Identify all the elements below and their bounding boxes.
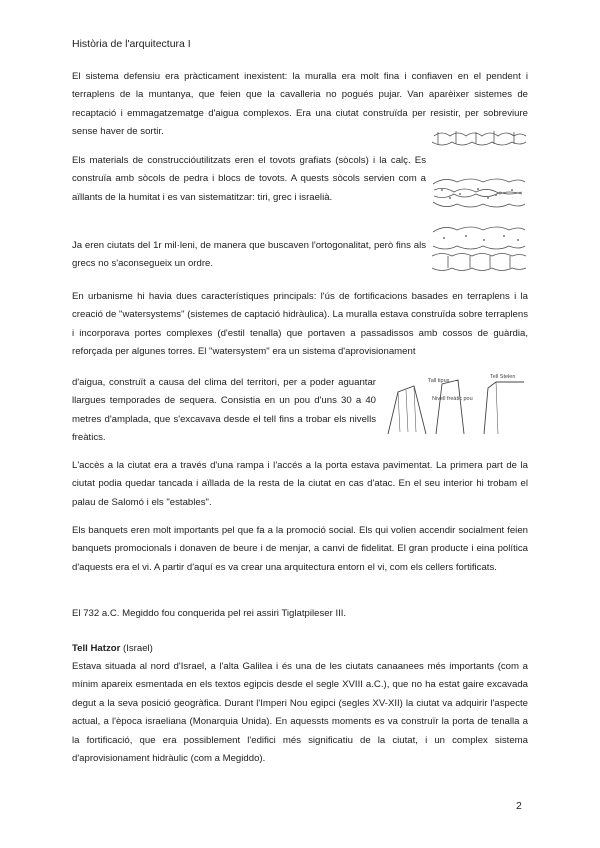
section-title: Tell Hatzor [72,643,121,654]
section-heading [72,640,528,658]
paragraph-urbanism: En urbanisme hi havia dues característiques principals: l'ús de fortificacions basades en terraplens i la creació de "watersystems" (sistemes de captació hidràulica). La muralla estava construïda sobre terraplens i incorporava portes complexes (d'estil tenalla) que portaven a passadissos amb cossos de guàrdia, reforçada per algunes torres. El "watersystem" era un sistema d'aprovisionament [72,291,528,358]
sketch-tell-label: Tell Stelen [490,374,516,380]
masonry-wall-sketch [430,128,528,272]
paragraph-access: L'accès a la ciutat era a través d'una rampa i l'accés a la porta estava pavimentat. La primera part de la ciutat podia quedar tancada i aïllada de la resta de la ciutat en cas d'atac. En el seu interior hi trobam el palau de Salomó i els "estables". [72,460,528,508]
page-number: 2 [516,800,522,812]
sketch-shaft-label: Tall tipus [428,378,450,384]
paragraph-hatzor: Estava situada al nord d'Israel, a l'alta Galilea i és una de les ciutats canaanees més importants (com a mínim apareix esmentada en els textos egipcis desde el segle XVIII a.C.), que no ha estat gaire excavada degut a la seva posició geogràfica. Durant l'Imperi Nou egipci (segles XV-XII) la ciutat va adquirir l'aspecte actual, a l'època israeliana (Monarquia Unida). En aquessts moments es va construïr la porta de tenalla a la fortificació, que era possiblement l'edifici més significatiu de la ciutat, i un complex sistema d'aprovisionament hidràulic (com a Megiddo). [72,661,528,765]
watersystem-sketch [384,370,528,436]
paragraph-watersystem: d'aigua, construït a causa del clima del territori, per a poder aguantar llargues temporades de sequera. Consistia en un pou d'uns 30 a 40 metres d'amplada, que s'excavava desde el tell fins a trobar els nivells freàtics. [72,377,376,444]
section-subtitle: (Israel) [120,643,153,654]
page-header: Història de l'arquitectura I [72,38,191,50]
paragraph-defense: El sistema defensiu era pràcticament inexistent: la muralla era molt fina i confiaven en el pendent i terraplens de la muntanya, que feien que la cavalleria no pogués pujar. Van aparèixer sistemes de recaptació i emmagatzematge d'aigua complexos. Era una ciutat construïda per resistir, per sobreviure sense haver de sortir. [72,71,528,138]
paragraph-banquets: Els banquets eren molt importants pel que fa a la promoció social. Els qui volien accendir socialment feien banquets promocionals i donaven de beure i de menjar, a canvi de fidelitat. El gran producte i eina política d'aquests era el vi. A partir d'aquí es va crear una arquitectura entorn el vi, com els cellers fortificats. [72,525,528,573]
sketch-water-label: Nivell freàtic pou [432,396,473,402]
paragraph-orthogonality: Ja eren ciutats del 1r mil·leni, de manera que buscaven l'ortogonalitat, però fins als grecs no s'aconsegueix un ordre. [72,240,426,270]
paragraph-conquest: El 732 a.C. Megiddo fou conquerida pel rei assiri Tiglatpileser III. [72,608,347,619]
paragraph-materials: Els materials de construccióutilitzats eren el tovots grafiats (sòcols) i la calç. Es construïa amb sòcols de pedra i blocs de tovots. A quests sòcols servien com a aïllants de la humitat i es van sistematitzar: tiri, grec i israelià. [72,155,426,203]
